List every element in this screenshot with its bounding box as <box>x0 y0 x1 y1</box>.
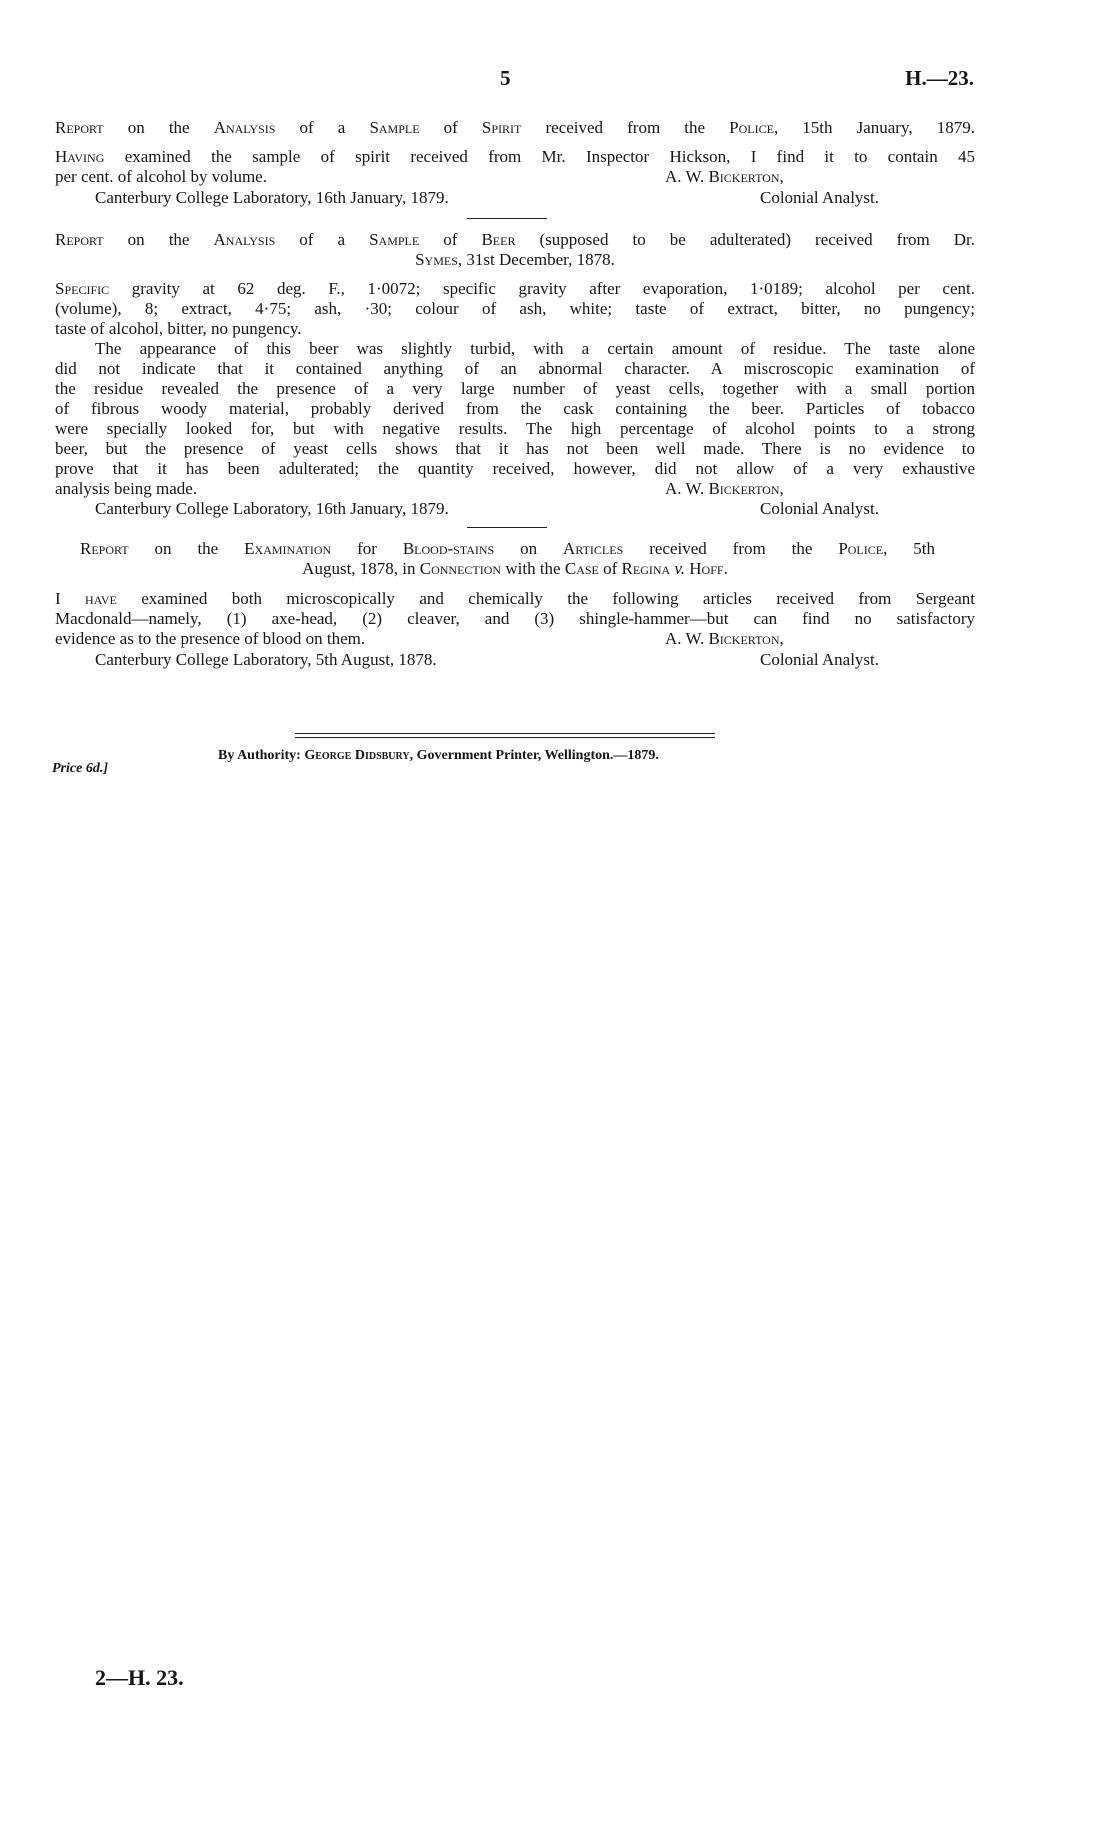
document-ref: H.—23. <box>905 66 974 90</box>
report1-body-line2: per cent. of alcohol by volume. <box>55 167 267 186</box>
report2-para2-line2: did not indicate that it contained anything of an abnormal character. A miscroscopic examination of <box>55 359 975 378</box>
report2-para2-line5: were specially looked for, but with negative results. The high percentage of alcohol points to a strong <box>55 419 975 438</box>
report2-para2-line6: beer, but the presence of yeast cells shows that it has not been well made. There is no evidence to <box>55 439 975 458</box>
report2-title-line2: Symes, 31st December, 1878. <box>415 250 615 269</box>
report3-title-role: Colonial Analyst. <box>760 650 879 669</box>
report2-title-role: Colonial Analyst. <box>760 499 879 518</box>
report2-para1-line1: Specific gravity at 62 deg. F., 1·0072; specific gravity after evaporation, 1·0189; alcohol per cent. <box>55 279 975 298</box>
report3-body-line1: I have examined both microscopically and chemically the following articles received from Sergeant <box>55 589 975 608</box>
report1-body-line1: Having examined the sample of spirit received from Mr. Inspector Hickson, I find it to contain 45 <box>55 147 975 166</box>
report2-para1-line3: taste of alcohol, bitter, no pungency. <box>55 319 302 338</box>
report2-signer: A. W. Bickerton, <box>665 479 784 498</box>
report3-location: Canterbury College Laboratory, 5th August, 1878. <box>95 650 437 669</box>
report1-location: Canterbury College Laboratory, 16th January, 1879. <box>95 188 449 207</box>
report2-para1-line2: (volume), 8; extract, 4·75; ash, ·30; colour of ash, white; taste of extract, bitter, no pungency; <box>55 299 975 318</box>
report2-para2-line3: the residue revealed the presence of a very large number of yeast cells, together with a small portion <box>55 379 975 398</box>
printer-imprint: By Authority: George Didsbury, Government Printer, Wellington.—1879. <box>218 748 659 763</box>
report2-para2-line8: analysis being made. <box>55 479 198 498</box>
report2-location: Canterbury College Laboratory, 16th January, 1879. <box>95 499 449 518</box>
report3-body-line2: Macdonald—namely, (1) axe-head, (2) cleaver, and (3) shingle-hammer—but can find no satisfactory <box>55 609 975 628</box>
bottom-mark: 2—H. 23. <box>95 1665 184 1690</box>
report3-body-line3: evidence as to the presence of blood on them. <box>55 629 366 648</box>
page-number: 5 <box>500 66 511 90</box>
footer-double-rule <box>295 737 715 738</box>
report3-signer: A. W. Bickerton, <box>665 629 784 648</box>
report1-title: Report on the Analysis of a Sample of Spirit received from the Police, 15th January, 1879. <box>55 118 975 137</box>
report2-para2-line1: The appearance of this beer was slightly turbid, with a certain amount of residue. The taste alone <box>95 339 975 358</box>
report2-title-line1: Report on the Analysis of a Sample of Beer (supposed to be adulterated) received from Dr. <box>55 230 975 249</box>
report1-signer: A. W. Bickerton, <box>665 167 784 186</box>
divider-rule <box>467 218 547 219</box>
report1-title-role: Colonial Analyst. <box>760 188 879 207</box>
report3-title-line2: August, 1878, in Connection with the Case of Regina v. Hoff. <box>302 559 728 578</box>
report2-para2-line7: prove that it has been adulterated; the quantity received, however, did not allow of a very exhaustive <box>55 459 975 478</box>
report3-title-line1: Report on the Examination for Blood-stains on Articles received from the Police, 5th <box>80 539 935 558</box>
divider-rule <box>467 527 547 528</box>
footer-double-rule <box>295 733 715 734</box>
price-label: Price 6d.] <box>52 761 108 776</box>
report2-para2-line4: of fibrous woody material, probably derived from the cask containing the beer. Particles of tobacco <box>55 399 975 418</box>
